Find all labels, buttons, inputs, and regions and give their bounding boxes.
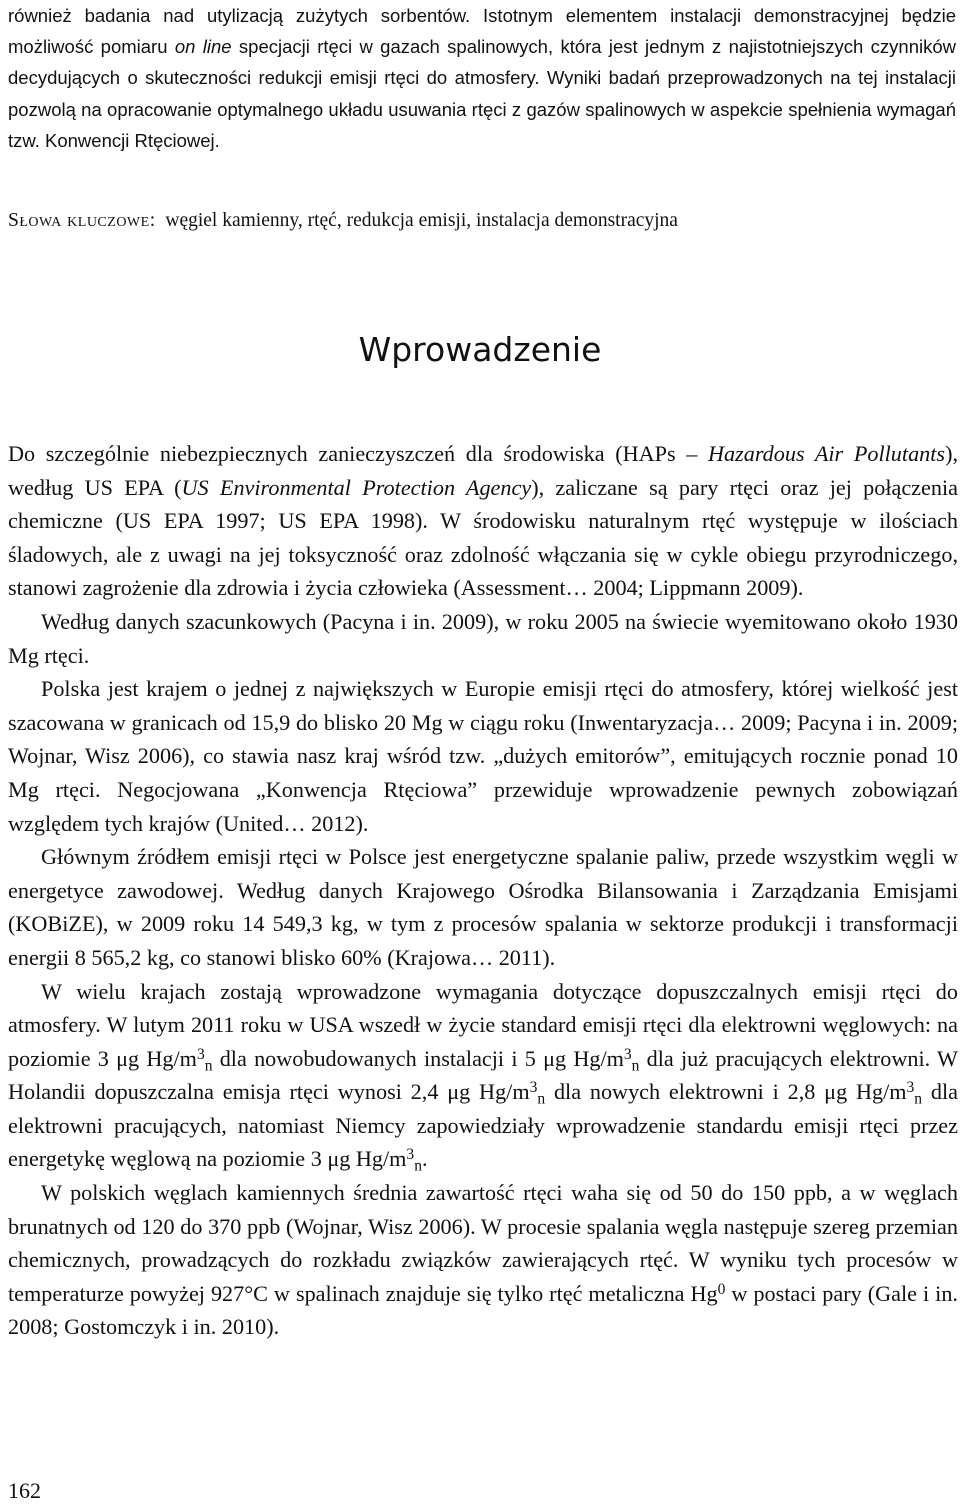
paragraph-3: Polska jest krajem o jednej z największych w Europie emisji rtęci do atmosfery, której wielkość jest szacowana w granicach od 15,9 do blisko 20 Mg w ciągu roku (Inwentaryzacja… 2009; Pacyna i in. 2009; Wojnar, Wisz 2006), co stawia nasz kraj wśród tzw. „dużych emitorów”, emitujących rocznie ponad 10 Mg rtęci. Negocjowana „Konwencja Rtęciowa” przewiduje wprowadzenie pewnych zobowiązań względem tych krajów (United… 2012).: [8, 676, 958, 836]
p5-text-a: W wielu krajach zostają wprowadzone wymagania dotyczące dopuszczalnych emisji rtęci do atmosfery. W lutym 2011 roku w USA wszedł w życie standard emisji rtęci dla elektrowni węglowych: na poziomie 3 μg Hg/m: [8, 978, 958, 1071]
p1-italic-haps: Hazardous Air Pollutants: [708, 441, 946, 466]
keywords-line: [8, 205, 956, 237]
p5-text-e: dla elektrowni pracujących, natomiast Niemcy zapowiedziały wprowadzenie standardu emisji rtęci przez energetykę węglową na poziomie 3 μg Hg/m: [8, 1079, 958, 1172]
keywords-text: węgiel kamienny, rtęć, redukcja emisji, instalacja demonstracyjna: [165, 210, 678, 231]
p5-sub-2: n: [631, 1057, 640, 1075]
p5-sup-2: 3: [623, 1045, 632, 1063]
paragraph-5: [8, 975, 958, 1177]
p1-text-a: Do szczególnie niebezpiecznych zanieczyszczeń dla środowiska (HAPs –: [8, 441, 709, 466]
paragraph-6: [8, 1176, 958, 1344]
abstract-italic-on-line: on line: [174, 36, 232, 58]
p6-text-a: W polskich węglach kamiennych średnia zawartość rtęci waha się od 50 do 150 ppb, a w węglach brunatnych od 120 do 370 ppb (Wojnar, Wisz 2006). W procesie spalania węgla następuje szereg przemian chemicznych, prowadzących do rozkładu związków zawierających rtęć. W wyniku tych procesów w temperaturze powyżej 927°C w spalinach znajduje się tylko rtęć metaliczna Hg: [8, 1180, 958, 1306]
abstract-part-1: również badania nad utylizacją zużytych sorbentów. Istotnym elementem instalacji demonstracyjnej będzie możliwość pomiaru: [8, 5, 956, 58]
p5-sup-4: 3: [906, 1079, 915, 1097]
p5-text-b: dla nowobudowanych instalacji i 5 μg Hg/m: [212, 1045, 624, 1071]
p5-sub-5: n: [414, 1158, 422, 1176]
paragraph-4: Głównym źródłem emisji rtęci w Polsce jest energetyczne spalanie paliw, przede wszystkim węgli w energetyce zawodowej. Według danych Krajowego Ośrodka Bilansowania i Zarządzania Emisjami (KOBiZE), w 2009 roku 14 549,3 kg, w tym z procesów spalania w sektorze produkcji i transformacji energii 8 565,2 kg, co stanowi blisko 60% (Krajowa… 2011).: [8, 844, 958, 970]
p5-text-f: .: [421, 1146, 428, 1172]
p6-text-b: w postaci pary (Gale i in. 2008; Gostomczyk i in. 2010).: [8, 1280, 958, 1340]
p5-sup-1: 3: [196, 1045, 205, 1063]
p1-text-b: ), według US EPA (: [8, 441, 958, 500]
abstract-part-2: specjacji rtęci w gazach spalinowych, która jest jednym z najistotniejszych czynników decydujących o skuteczności redukcji emisji rtęci do atmosfery. Wyniki badań przeprowadzonych na tej instalacji pozwolą na opracowanie optymalnego układu usuwania rtęci z gazów spalinowych w aspekcie spełnienia wymagań tzw. Konwencji Rtęciowej.: [8, 36, 956, 151]
p1-italic-epa: US Environmental Protection Agency: [181, 474, 532, 500]
p5-text-c: dla już pracujących elektrowni. W Holandii dopuszczalna emisja rtęci wynosi 2,4 μg Hg/m: [8, 1045, 958, 1105]
p6-sup: 0: [717, 1280, 726, 1298]
body-text: [8, 437, 958, 1344]
abstract-text: [8, 0, 956, 156]
p5-sup-5: 3: [406, 1146, 415, 1164]
page-number: 162: [8, 1478, 41, 1503]
paragraph-2: Według danych szacunkowych (Pacyna i in. 2009), w roku 2005 na świecie wyemitowano około 1930 Mg rtęci.: [8, 608, 958, 668]
section-title: Wprowadzenie: [358, 330, 602, 369]
p5-sub-3: n: [537, 1090, 546, 1108]
p5-sup-3: 3: [529, 1079, 538, 1097]
p5-text-d: dla nowych elektrowni i 2,8 μg Hg/m: [545, 1079, 907, 1105]
p5-sub-1: n: [204, 1057, 213, 1075]
paragraph-1: [8, 437, 958, 605]
p1-text-c: ), zaliczane są pary rtęci oraz jej połączenia chemiczne (US EPA 1997; US EPA 1998). W środowisku naturalnym rtęć występuje w ilościach śladowych, ale z uwagi na jej toksyczność oraz zdolność włączania się w cykle obiegu przyrodniczego, stanowi zagrożenie dla zdrowia i życia człowieka (Assessment… 2004; Lippmann 2009).: [8, 474, 958, 601]
keywords-label: Słowa kluczowe:: [8, 210, 156, 231]
p5-sub-4: n: [914, 1090, 923, 1108]
